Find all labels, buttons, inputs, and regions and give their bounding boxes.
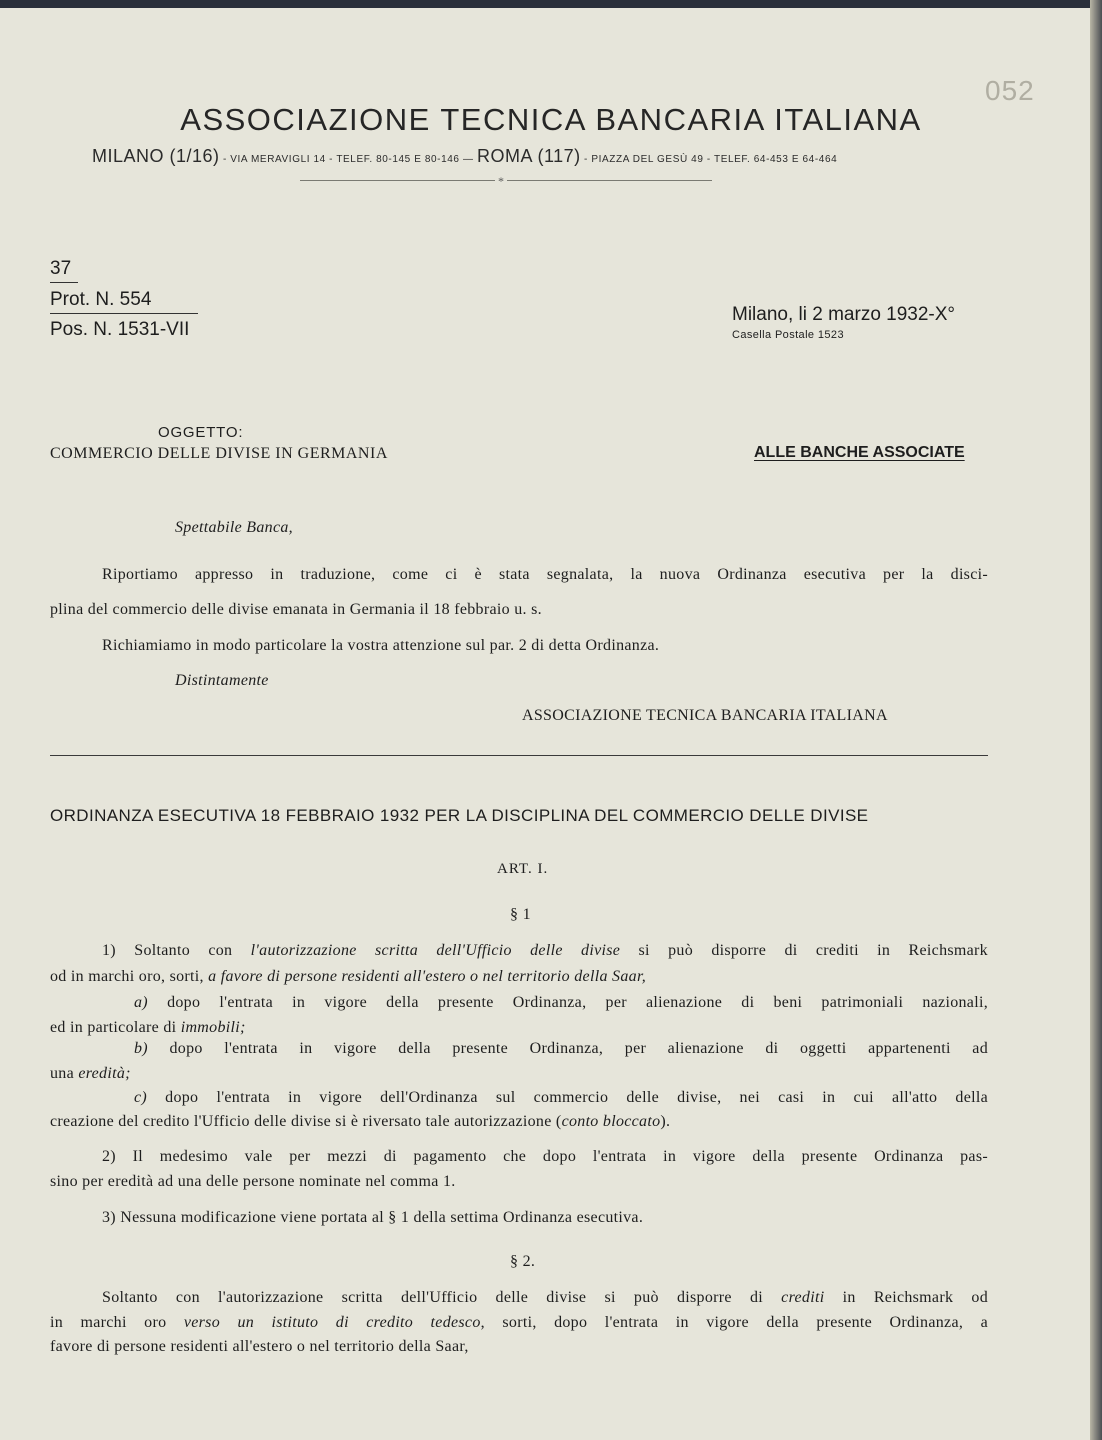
section-2-title: § 2. — [510, 1253, 536, 1270]
paragraph-3: 3) Nessuna modificazione viene portata al § 1 della settima Ordinanza esecutiva. — [102, 1209, 644, 1226]
po-box: Casella Postale 1523 — [732, 329, 844, 341]
letter-paragraph-1-line-1: Riportiamo appresso in traduzione, come ci è stata segnalata, la nuova Ordinanza esecutiva per la disci- — [102, 566, 988, 583]
protocol-number: Prot. N. 554 — [50, 289, 152, 310]
reference-number: 37 — [50, 258, 72, 279]
item-b-line-1: b) dopo l'entrata in vigore della presente Ordinanza, per alienazione di oggetti appartenenti ad — [134, 1040, 988, 1057]
paragraph-2-line-1: 2) Il medesimo vale per mezzi di pagamento che dopo l'entrata in vigore della presente Ordinanza pas- — [102, 1148, 988, 1165]
item-b-line-2: una eredità; — [50, 1065, 131, 1082]
item-a-line-1: a) dopo l'entrata in vigore della presente Ordinanza, per alienazione di beni patrimoniali nazionali, — [134, 994, 988, 1011]
roma-label: ROMA (117) — [476, 146, 581, 166]
letterhead-addresses — [92, 146, 837, 167]
section-2-line-1: Soltanto con l'autorizzazione scritta dell'Ufficio delle divise si può disporre di crediti in Reichsmark od — [102, 1289, 989, 1306]
letter-paragraph-1-line-2: plina del commercio delle divise emanata in Germania il 18 febbraio u. s. — [50, 601, 542, 618]
place-date: Milano, li 2 marzo 1932-X° — [732, 304, 956, 325]
page-right-edge — [1090, 0, 1102, 1440]
subject-text: COMMERCIO DELLE DIVISE IN GERMANIA — [50, 445, 388, 462]
salutation: Spettabile Banca, — [175, 519, 293, 536]
position-number: Pos. N. 1531-VII — [50, 319, 190, 340]
letterhead-title: ASSOCIAZIONE TECNICA BANCARIA ITALIANA — [180, 102, 922, 137]
item-c-line-1: c) dopo l'entrata in vigore dell'Ordinanza sul commercio delle divise, nei casi in cui all'atto della — [134, 1089, 988, 1106]
letter-paragraph-2: Richiamiamo in modo particolare la vostra attenzione sul par. 2 di detta Ordinanza. — [102, 637, 660, 654]
reference-underline — [50, 282, 78, 283]
closing: Distintamente — [175, 672, 269, 689]
section-2-line-2: in marchi oro verso un istituto di credito tedesco, sorti, dopo l'entrata in vigore della presente Ordinanza, a — [50, 1314, 988, 1331]
paragraph-1-line-2: od in marchi oro, sorti, a favore di persone residenti all'estero o nel territorio della Saar, — [50, 968, 646, 985]
milano-address: - VIA MERAVIGLI 14 - TELEF. 80-145 E 80-146 — — [222, 154, 474, 165]
item-c-line-2: creazione del credito l'Ufficio delle divise si è riversato tale autorizzazione (conto bloccato). — [50, 1113, 671, 1130]
signature: ASSOCIAZIONE TECNICA BANCARIA ITALIANA — [522, 707, 888, 724]
section-2-line-3: favore di persone residenti all'estero o nel territorio della Saar, — [50, 1338, 469, 1355]
article-title: ART. I. — [497, 861, 549, 877]
item-a-line-2: ed in particolare di immobili; — [50, 1019, 246, 1036]
page-top-edge — [0, 0, 1102, 8]
subject-label: OGGETTO: — [158, 424, 244, 441]
section-1-title: § 1 — [510, 906, 531, 923]
paragraph-2-line-2: sino per eredità ad una delle persone nominate nel comma 1. — [50, 1173, 456, 1190]
ordinance-heading: ORDINANZA ESECUTIVA 18 FEBBRAIO 1932 PER LA DISCIPLINA DEL COMMERCIO DELLE DIVISE — [50, 806, 869, 825]
protocol-underline — [50, 313, 198, 314]
paragraph-1-line-1: 1) Soltanto con l'autorizzazione scritta dell'Ufficio delle divise si può disporre di crediti in Reichsmark — [102, 942, 988, 959]
section-separator — [50, 755, 988, 756]
recipient: ALLE BANCHE ASSOCIATE — [754, 444, 965, 461]
roma-address: - PIAZZA DEL GESÙ 49 - TELEF. 64-453 E 64-464 — [584, 154, 838, 165]
archive-page-number: 052 — [985, 75, 1035, 106]
milano-label: MILANO (1/16) — [92, 146, 220, 166]
ornament-star: * — [495, 174, 507, 189]
